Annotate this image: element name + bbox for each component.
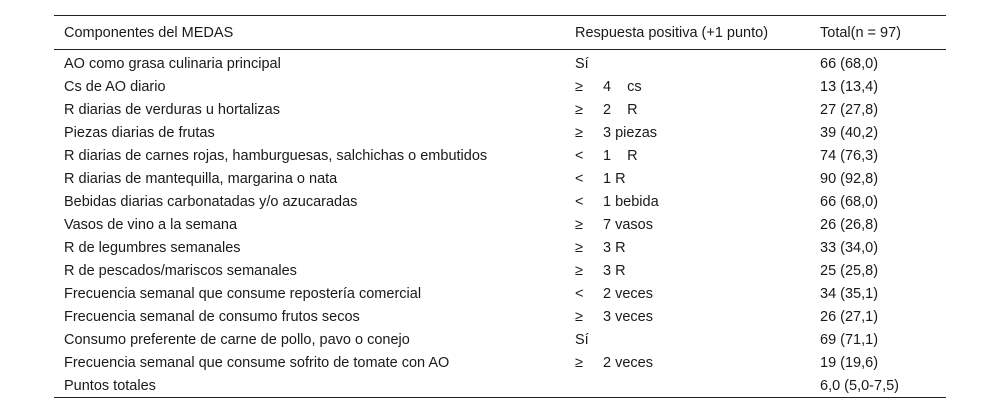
cell-component: AO como grasa culinaria principal bbox=[64, 55, 281, 72]
table-row bbox=[54, 75, 946, 98]
cell-total: 26 (26,8) bbox=[820, 216, 879, 233]
cell-response-symbol: ≥ bbox=[575, 216, 583, 233]
cell-component: Frecuencia semanal que consume sofrito de tomate con AO bbox=[64, 354, 450, 371]
header-component: Componentes del MEDAS bbox=[64, 24, 234, 41]
cell-response-value: 1 bebida bbox=[603, 193, 659, 210]
cell-component: R diarias de mantequilla, margarina o nata bbox=[64, 170, 338, 187]
table-row bbox=[54, 167, 946, 190]
cell-component: R diarias de carnes rojas, hamburguesas, salchichas o embutidos bbox=[64, 147, 488, 164]
cell-response bbox=[565, 236, 810, 259]
cell-response-value: 2 R bbox=[603, 101, 638, 118]
cell-response-symbol: ≥ bbox=[575, 308, 583, 325]
cell-response-value: 3 R bbox=[603, 262, 626, 279]
cell-response-symbol: < bbox=[575, 193, 584, 210]
cell-component: R de legumbres semanales bbox=[64, 239, 241, 256]
cell-response-value: Sí bbox=[575, 331, 589, 348]
cell-component: R de pescados/mariscos semanales bbox=[64, 262, 297, 279]
table-row bbox=[54, 259, 946, 282]
cell-response bbox=[565, 374, 810, 398]
cell-total: 66 (68,0) bbox=[820, 55, 879, 72]
cell-response-value: 3 R bbox=[603, 239, 626, 256]
cell-total: 39 (40,2) bbox=[820, 124, 879, 141]
cell-component: Cs de AO diario bbox=[64, 78, 166, 95]
cell-response bbox=[565, 282, 810, 305]
table-row bbox=[54, 305, 946, 328]
cell-response bbox=[565, 351, 810, 374]
cell-response-symbol: ≥ bbox=[575, 101, 583, 118]
cell-response bbox=[565, 213, 810, 236]
cell-total: 19 (19,6) bbox=[820, 354, 879, 371]
table-row bbox=[54, 50, 946, 76]
cell-response bbox=[565, 259, 810, 282]
cell-component: R diarias de verduras u hortalizas bbox=[64, 101, 280, 118]
cell-total: 6,0 (5,0-7,5) bbox=[820, 377, 899, 394]
cell-response bbox=[565, 75, 810, 98]
cell-response-symbol: ≥ bbox=[575, 262, 583, 279]
medas-table bbox=[54, 15, 946, 398]
cell-response-value: Sí bbox=[575, 55, 589, 72]
cell-response bbox=[565, 167, 810, 190]
table-body bbox=[54, 50, 946, 398]
cell-component: Frecuencia semanal que consume repostería comercial bbox=[64, 285, 422, 302]
cell-response bbox=[565, 144, 810, 167]
cell-total: 26 (27,1) bbox=[820, 308, 879, 325]
cell-response-symbol: < bbox=[575, 147, 584, 164]
cell-total: 34 (35,1) bbox=[820, 285, 879, 302]
cell-response bbox=[565, 190, 810, 213]
cell-component: Bebidas diarias carbonatadas y/o azucaradas bbox=[64, 193, 358, 210]
cell-response-symbol: ≥ bbox=[575, 354, 583, 371]
cell-response bbox=[565, 50, 810, 76]
cell-response bbox=[565, 98, 810, 121]
header-total-text: Total(n = 97) bbox=[820, 24, 902, 41]
cell-total: 90 (92,8) bbox=[820, 170, 879, 187]
cell-component: Frecuencia semanal de consumo frutos secos bbox=[64, 308, 360, 325]
cell-total: 69 (71,1) bbox=[820, 331, 879, 348]
cell-component: Piezas diarias de frutas bbox=[64, 124, 215, 141]
cell-total: 27 (27,8) bbox=[820, 101, 879, 118]
header-row bbox=[54, 16, 946, 50]
cell-response-value: 3 veces bbox=[603, 308, 653, 325]
cell-response-symbol: < bbox=[575, 170, 584, 187]
table-row bbox=[54, 213, 946, 236]
cell-total: 66 (68,0) bbox=[820, 193, 879, 210]
table-row bbox=[54, 98, 946, 121]
table-row bbox=[54, 236, 946, 259]
cell-response-symbol: ≥ bbox=[575, 78, 583, 95]
cell-response-value: 1 R bbox=[603, 147, 638, 164]
table-row bbox=[54, 374, 946, 398]
cell-response-value: 2 veces bbox=[603, 354, 653, 371]
table-row bbox=[54, 351, 946, 374]
cell-total: 74 (76,3) bbox=[820, 147, 879, 164]
table-row bbox=[54, 121, 946, 144]
cell-response bbox=[565, 121, 810, 144]
cell-response bbox=[565, 328, 810, 351]
cell-response-value: 7 vasos bbox=[603, 216, 653, 233]
header-response: Respuesta positiva (+1 punto) bbox=[575, 24, 769, 41]
header-total bbox=[810, 16, 946, 50]
cell-response-value: 1 R bbox=[603, 170, 626, 187]
table-header bbox=[54, 16, 946, 50]
table-row bbox=[54, 190, 946, 213]
cell-response bbox=[565, 305, 810, 328]
cell-total: 33 (34,0) bbox=[820, 239, 879, 256]
medas-table-container bbox=[54, 15, 946, 398]
table-row bbox=[54, 282, 946, 305]
cell-response-value: 3 piezas bbox=[603, 124, 658, 141]
cell-response-value: 4 cs bbox=[603, 78, 642, 95]
cell-component: Puntos totales bbox=[64, 377, 156, 394]
cell-total: 25 (25,8) bbox=[820, 262, 879, 279]
cell-component: Vasos de vino a la semana bbox=[64, 216, 238, 233]
cell-component: Consumo preferente de carne de pollo, pavo o conejo bbox=[64, 331, 410, 348]
cell-response-symbol: ≥ bbox=[575, 239, 583, 256]
table-row bbox=[54, 144, 946, 167]
cell-response-symbol: < bbox=[575, 285, 584, 302]
cell-response-value: 2 veces bbox=[603, 285, 653, 302]
cell-total: 13 (13,4) bbox=[820, 78, 879, 95]
cell-response-symbol: ≥ bbox=[575, 124, 583, 141]
table-row bbox=[54, 328, 946, 351]
